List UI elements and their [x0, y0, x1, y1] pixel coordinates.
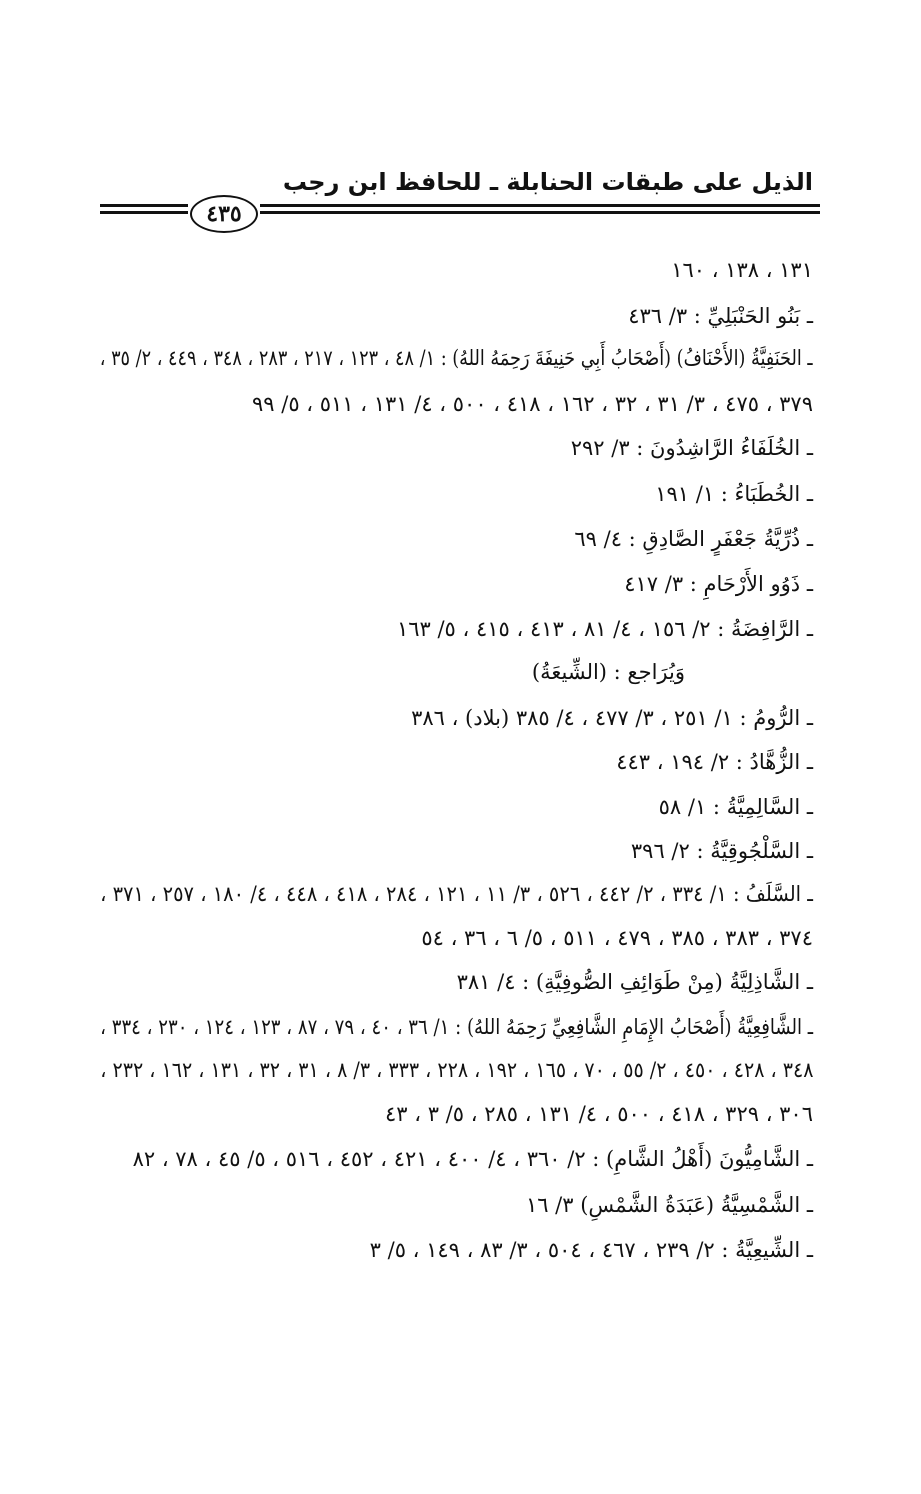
- index-entry: ـ السَّلَفُ : ١/ ٣٣٤ ، ٢/ ٤٤٢ ، ٥٢٦ ، ٣/ ١١ ، ١٢١ ، ٢٨٤ ، ٤١٨ ، ٤٤٨ ، ٤/ ١٨٠ ، ٢٥٧ ، ٣٧١ ،: [100, 882, 813, 906]
- index-entry: ـ الخُطَبَاءُ : ١/ ١٩١: [655, 482, 813, 506]
- header-rule-bottom: [260, 211, 820, 214]
- index-entry: ـ الشَّمْسِيَّةُ (عَبَدَةُ الشَّمْسِ) ٣/ ١٦: [525, 1193, 813, 1217]
- index-entry: ـ الحَنَفِيَّةُ (الأَحْنَافُ) (أَصْحَابُ أَبِي حَنِيفَةَ رَحِمَهُ اللهُ) : ١/ ٤٨ ، ١٢٣ ، ٢١٧ ، ٢٨٣ ، ٣٤٨ ، ٤٤٩ ، ٢/ ٣٥ ،: [100, 346, 813, 370]
- index-entry: ـ بَنُو الحَنْبَلِيِّ : ٣/ ٤٣٦: [628, 304, 813, 328]
- page-number: ٤٣٥: [190, 195, 258, 233]
- index-line: ٣٧٩ ، ٤٧٥ ، ٣/ ٣١ ، ٣٢ ، ١٦٢ ، ٤١٨ ، ٥٠٠ ، ٤/ ١٣١ ، ٥١١ ، ٥/ ٩٩: [252, 392, 813, 416]
- index-entry: ـ ذَوُو الأَرْحَامِ : ٣/ ٤١٧: [624, 572, 813, 596]
- running-header-title: الذيل على طبقات الحنابلة ـ للحافظ ابن رجب: [282, 168, 813, 196]
- header-rule-left-top: [100, 204, 188, 207]
- index-entry: ـ الخُلَفَاءُ الرَّاشِدُونَ : ٣/ ٢٩٢: [570, 436, 813, 460]
- index-line: ٣٧٤ ، ٣٨٣ ، ٣٨٥ ، ٤٧٩ ، ٥١١ ، ٥/ ٦ ، ٣٦ ، ٥٤: [421, 926, 813, 950]
- index-entry: ـ الشَّامِيُّونَ (أَهْلُ الشَّامِ) : ٢/ ٣٦٠ ، ٤/ ٤٠٠ ، ٤٢١ ، ٤٥٢ ، ٥١٦ ، ٥/ ٤٥ ، ٧٨ ، ٨٢: [132, 1147, 813, 1171]
- header-rule-left-bottom: [100, 211, 188, 214]
- header-rule-top: [260, 204, 820, 207]
- index-entry: ـ الرَّافِضَةُ : ٢/ ١٥٦ ، ٤/ ٨١ ، ٤١٣ ، ٤١٥ ، ٥/ ١٦٣: [396, 617, 813, 641]
- index-entry: ـ السَّلْجُوقِيَّةُ : ٢/ ٣٩٦: [630, 839, 813, 863]
- index-line: ٣٠٦ ، ٣٢٩ ، ٤١٨ ، ٥٠٠ ، ٤/ ١٣١ ، ٢٨٥ ، ٥/ ٣ ، ٤٣: [385, 1102, 813, 1126]
- index-entry: ـ السَّالِمِيَّةُ : ١/ ٥٨: [658, 795, 813, 819]
- index-line: ١٣١ ، ١٣٨ ، ١٦٠: [671, 258, 813, 282]
- index-line: ٣٤٨ ، ٤٢٨ ، ٤٥٠ ، ٢/ ٥٥ ، ٧٠ ، ١٦٥ ، ١٩٢ ، ٢٢٨ ، ٣٣٣ ، ٣/ ٨ ، ٣١ ، ٣٢ ، ١٣١ ، ١٦٢ ، ٢٣٢ ،: [99, 1058, 813, 1082]
- index-entry: ـ الرُّومُ : ١/ ٢٥١ ، ٣/ ٤٧٧ ، ٤/ ٣٨٥ (بلاد) ، ٣٨٦: [411, 706, 813, 730]
- index-entry: ـ الشَّافِعِيَّةُ (أَصْحَابُ الإِمَامِ الشَّافِعِيِّ رَحِمَهُ اللهُ) : ١/ ٣٦ ، ٤٠ ، ٧٩ ، ٨٧ ، ١٢٣ ، ١٢٤ ، ٢٣٠ ، ٣٣٤ ،: [100, 1015, 813, 1039]
- index-entry: ـ الشِّيعِيَّةُ : ٢/ ٢٣٩ ، ٤٦٧ ، ٥٠٤ ، ٣/ ٨٣ ، ١٤٩ ، ٥/ ٣: [369, 1238, 813, 1262]
- index-entry: ـ ذُرِّيَّةُ جَعْفَرٍ الصَّادِقِ : ٤/ ٦٩: [574, 527, 813, 551]
- see-also-reference: وَيُرَاجع : (الشِّيعَةُ): [531, 660, 685, 684]
- index-entry: ـ الزُّهَّادُ : ٢/ ١٩٤ ، ٤٤٣: [616, 750, 813, 774]
- index-entry: ـ الشَّاذِلِيَّةُ (مِنْ طَوَائِفِ الصُّوفِيَّةِ) : ٤/ ٣٨١: [456, 970, 813, 994]
